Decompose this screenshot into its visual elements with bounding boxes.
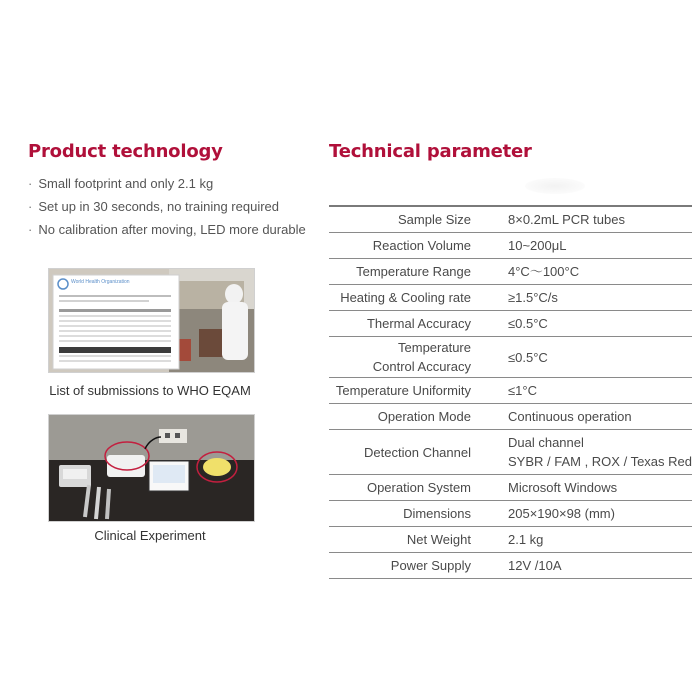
spec-value [508,285,692,311]
who-document-org: World Health Organization [71,279,130,285]
spec-row [329,475,692,501]
spec-value-line: Dual channel [508,435,584,450]
spec-row [329,337,692,378]
spec-label [329,501,508,527]
clinical-experiment-caption: Clinical Experiment [94,528,206,543]
spec-row [329,233,692,259]
spec-label-line: Power Supply [390,558,471,573]
decorative-smudge [525,178,585,194]
spec-label-line: Dimensions [403,506,471,521]
spec-label-line: Operation System [366,480,471,495]
spec-label [329,430,508,475]
spec-label-line: Temperature Range [356,264,471,279]
spec-value [508,475,692,501]
spec-value-line: SYBR / FAM , ROX / Texas Red [508,454,692,469]
spec-value-line: Microsoft Windows [508,480,618,495]
spec-value [508,311,692,337]
who-eqam-photo-illustration [49,269,254,372]
spec-label-line: Heating & Cooling rate [340,290,471,305]
spec-label-line: Net Weight [406,532,471,547]
spec-value [508,378,692,404]
spec-label-line: Reaction Volume [372,238,471,253]
spec-value [508,259,692,285]
spec-row [329,378,692,404]
spec-row [329,527,692,553]
feature-bullet: · Set up in 30 seconds, no training required [28,199,318,222]
technical-parameter-heading: Technical parameter [329,141,532,162]
spec-label-line: Thermal Accuracy [366,316,471,331]
spec-label [329,285,508,311]
feature-bullet: · Small footprint and only 2.1 kg [28,176,318,199]
spec-value-line: ≤1°C [508,383,537,398]
spec-label [329,337,508,378]
spec-table [329,205,692,579]
feature-bullet-list [28,176,318,245]
spec-value [508,233,692,259]
spec-value-line: 10~200μL [508,238,567,253]
spec-label [329,378,508,404]
spec-row [329,404,692,430]
spec-label [329,311,508,337]
spec-value [508,430,692,475]
spec-value-line: ≤0.5°C [508,349,548,365]
spec-label-line: Control Accuracy [372,359,471,374]
spec-label [329,404,508,430]
who-eqam-caption: List of submissions to WHO EQAM [49,383,251,398]
clinical-experiment-photo [48,414,255,522]
spec-value [508,337,692,378]
spec-label-line: Sample Size [398,212,471,227]
spec-value-line: 4°C～100°C [508,264,580,279]
spec-label [329,206,508,233]
spec-row [329,259,692,285]
spec-value-line: 205×190×98 (mm) [508,506,615,521]
spec-row [329,430,692,475]
spec-label [329,527,508,553]
spec-value-line: ≤0.5°C [508,316,548,331]
spec-value-line: 8×0.2mL PCR tubes [508,212,625,227]
spec-value [508,527,692,553]
spec-value-line: 12V /10A [508,558,562,573]
spec-value-line: ≥1.5°C/s [508,290,558,305]
clinical-experiment-illustration [49,415,254,521]
who-eqam-photo [48,268,255,373]
spec-label-line: Detection Channel [364,444,471,460]
spec-label-line: Operation Mode [377,409,471,424]
spec-label-line: Temperature [398,340,471,355]
spec-row [329,553,692,579]
spec-label-line: Temperature Uniformity [335,383,471,398]
spec-value-line: Continuous operation [508,409,632,424]
spec-value-line: 2.1 kg [508,532,544,547]
spec-label [329,259,508,285]
spec-value [508,553,692,579]
spec-value [508,206,692,233]
spec-label [329,475,508,501]
spec-row [329,285,692,311]
spec-row [329,311,692,337]
spec-label [329,553,508,579]
feature-bullet: · No calibration after moving, LED more durable [28,222,318,245]
product-technology-heading: Product technology [28,141,223,162]
spec-label [329,233,508,259]
spec-value [508,501,692,527]
spec-value [508,404,692,430]
spec-row [329,501,692,527]
spec-row [329,206,692,233]
